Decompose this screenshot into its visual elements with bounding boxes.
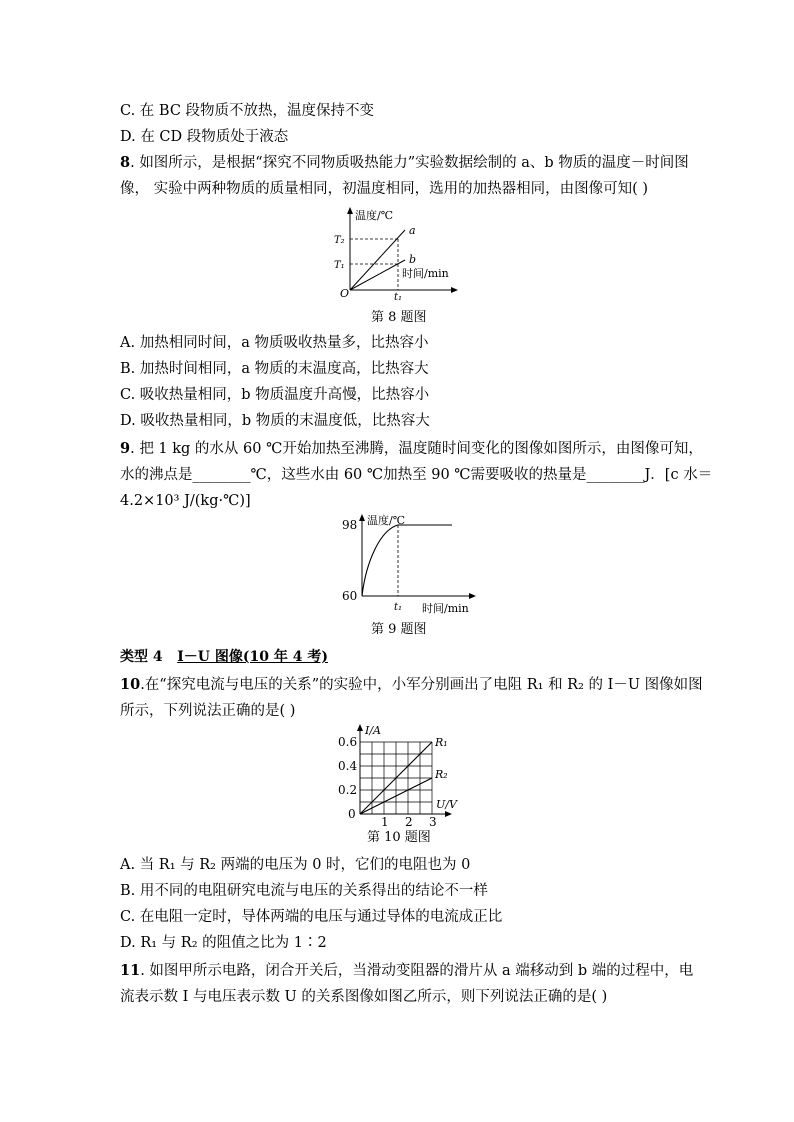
- fig10-y-label: I/A: [365, 724, 381, 737]
- fig8-y-arrow: [347, 207, 353, 214]
- question-11-line-2: 流表示数 I 与电压表示数 U 的关系图像如图乙所示，则下列说法正确的是( ): [120, 989, 608, 1005]
- q8-option-d: D. 吸收热量相同，b 物质的末温度低，比热容大: [120, 413, 430, 429]
- fig8-line-a-label: a: [409, 224, 416, 237]
- fig9-x-label: 时间/min: [422, 602, 469, 615]
- q8-option-a: A. 加热相同时间，a 物质吸收热量多，比热容小: [120, 335, 429, 351]
- fig10-x-tick: 3: [429, 815, 437, 829]
- section-title: I－U 图像(10 年 4 考): [177, 649, 328, 665]
- fig8-line-b: [350, 260, 405, 290]
- fig8-t2-label: T₂: [334, 235, 345, 246]
- q10-option-c: C. 在电阻一定时，导体两端的电压与通过导体的电流成正比: [120, 909, 503, 925]
- fig9-tick-t1: t₁: [394, 602, 403, 613]
- q8-option-b: B. 加热时间相同，a 物质的末温度高，比热容大: [120, 361, 429, 377]
- q10-option-a: A. 当 R₁ 与 R₂ 两端的电压为 0 时，它们的电阻也为 0: [120, 857, 471, 873]
- fig9-y-arrow: [359, 514, 365, 521]
- q10-option-d: D. R₁ 与 R₂ 的阻值之比为 1∶2: [120, 935, 327, 951]
- fig8-line-b-label: b: [409, 253, 417, 266]
- question-9-line-3: 4.2×10³ J/(kg·℃)]: [120, 493, 251, 509]
- question-11-line-1: 11. 如图甲所示电路，闭合开关后，当滑动变阻器的滑片从 a 端移动到 b 端的过程中，电: [120, 962, 694, 979]
- fig10-y-arrow: [357, 724, 363, 731]
- fig9-heating-curve: [362, 525, 452, 596]
- figure-10-caption: 第 10 题图: [367, 830, 431, 845]
- fig9-y-label: 温度/℃: [367, 514, 406, 527]
- question-9-line-2: 水的沸点是________℃，这些水由 60 ℃加热至 90 ℃需要吸收的热量是________J．[c 水＝: [120, 467, 713, 483]
- figure-9-caption: 第 9 题图: [371, 622, 427, 637]
- fig10-r1-label: R₁: [435, 736, 448, 749]
- fig10-y-tick: 0.4: [338, 759, 358, 773]
- figure-8-temperature-time-graph: [330, 205, 460, 303]
- fig9-y-bottom-label: 60: [342, 589, 358, 603]
- fig8-t1-label: T₁: [334, 260, 345, 271]
- question-10-line-1: 10.在“探究电流与电压的关系”的实验中，小军分别画出了电阻 R₁ 和 R₂ 的 I－U 图像如图: [120, 676, 703, 693]
- question-number: 11: [120, 962, 141, 979]
- section-label: 类型 4: [120, 649, 163, 665]
- fig10-y-tick: 0.6: [338, 735, 358, 749]
- fig9-y-top-label: 98: [342, 518, 358, 532]
- fig8-x-arrow: [451, 287, 458, 293]
- figure-8-caption: 第 8 题图: [371, 310, 427, 325]
- question-8-line-1: 8. 如图所示，是根据“探究不同物质吸热能力”实验数据绘制的 a、b 物质的温度－时间图: [120, 154, 689, 171]
- fig8-origin-label: O: [340, 287, 350, 300]
- question-9-line-1: 9. 把 1 kg 的水从 60 ℃开始加热至沸腾，温度随时间变化的图像如图所示，由图像可知，: [120, 440, 703, 457]
- fig10-x-label: U/V: [436, 798, 457, 811]
- question-number: 9: [120, 440, 131, 457]
- q10-option-b: B. 用不同的电阻研究电流与电压的关系得出的结论不一样: [120, 883, 488, 899]
- fig10-r2-label: R₂: [435, 768, 448, 781]
- question-number: 10: [120, 676, 141, 693]
- fig8-tick-t1: t₁: [394, 292, 403, 303]
- option-c-prev: C. 在 BC 段物质不放热，温度保持不变: [120, 103, 375, 119]
- fig10-x-tick: 1: [381, 815, 389, 829]
- q8-option-c: C. 吸收热量相同，b 物质温度升高慢，比热容小: [120, 387, 430, 403]
- question-10-line-2: 所示，下列说法正确的是( ): [120, 703, 296, 719]
- fig8-x-label: 时间/min: [402, 267, 449, 280]
- section-heading: [120, 647, 328, 667]
- question-number: 8: [120, 154, 131, 171]
- fig10-y-tick: 0: [348, 807, 356, 821]
- figure-9-boiling-graph: [340, 512, 480, 616]
- fig9-x-arrow: [469, 593, 476, 599]
- fig10-x-tick: 2: [405, 815, 413, 829]
- fig10-y-tick: 0.2: [338, 783, 358, 797]
- fig8-y-label: 温度/℃: [355, 209, 394, 222]
- fig10-x-arrow: [445, 811, 452, 817]
- option-d-prev: D. 在 CD 段物质处于液态: [120, 129, 289, 145]
- figure-10-iu-graph: [336, 722, 466, 827]
- question-8-line-2: 像， 实验中两种物质的质量相同，初温度相同，选用的加热器相同，由图像可知( ): [120, 181, 649, 197]
